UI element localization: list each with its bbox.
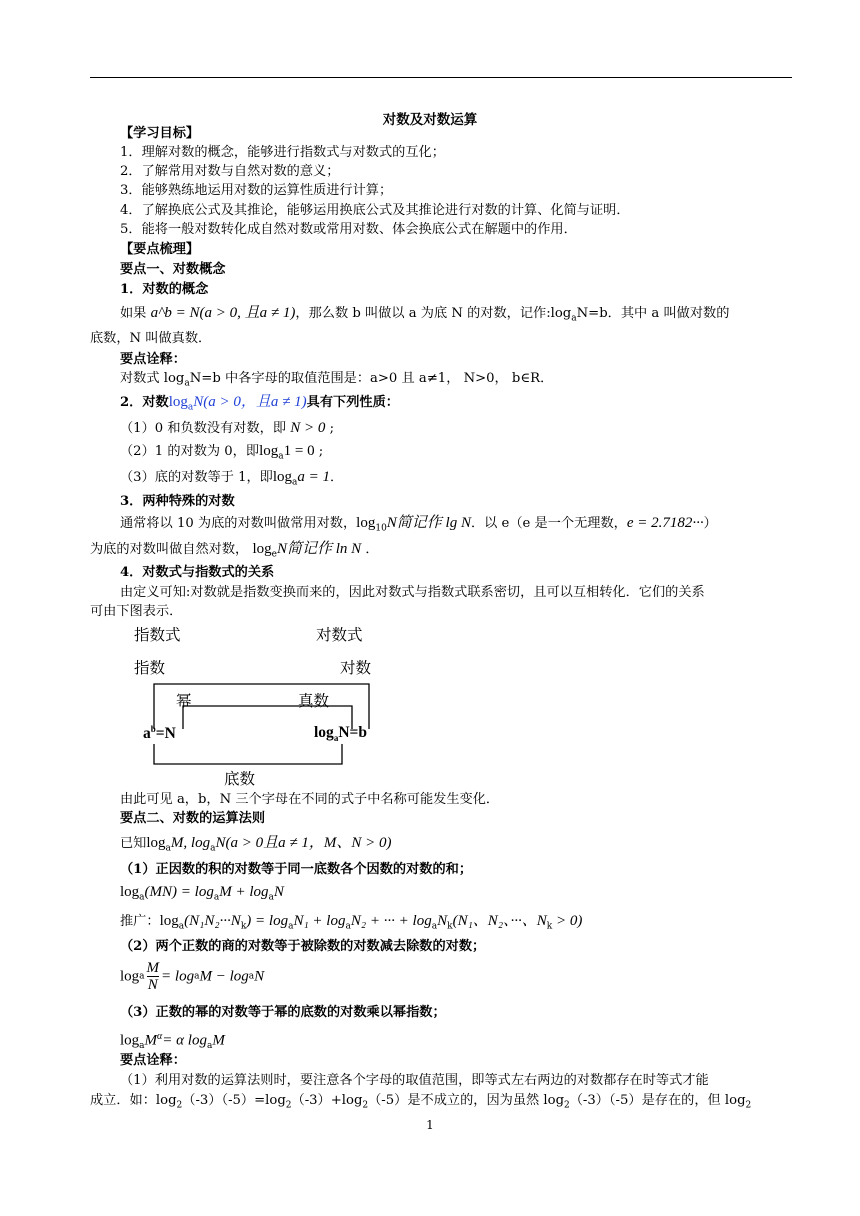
subsection-heading — [120, 393, 399, 417]
formula: a^b = N(a > 0, 且a ≠ 1) — [150, 305, 296, 321]
formula: (N₁N₂···N — [184, 913, 241, 929]
relation-text: 可由下图表示． — [90, 604, 183, 619]
antilog-label: 真数 — [298, 692, 330, 710]
text: N=b 中各字母的取值范围是：a>0 且 a≠1， N>0， b∈R． — [189, 371, 554, 386]
subscript: a — [194, 971, 200, 982]
subscript: a — [139, 971, 145, 982]
log-equation — [314, 724, 367, 743]
formula: log — [168, 394, 188, 410]
formula: a = 1 — [297, 469, 331, 485]
formula: N简记作 lg N — [386, 515, 471, 531]
formula: N简记作 ln N — [276, 541, 362, 557]
subscript: a — [213, 892, 220, 903]
subsection-heading: 1．对数的概念 — [120, 282, 209, 297]
diagram-conclusion: 由此可见 a，b，N 三个字母在不同的式子中名称可能发生变化． — [120, 792, 500, 807]
text: ，那么数 b 叫做以 a 为底 N 的对数，记作:log — [295, 306, 572, 321]
text: N=b．其中 a 叫做对数的 — [576, 306, 730, 321]
rule-heading: （1）正因数的积的对数等于同一底数各个因数的对数的和； — [120, 862, 473, 877]
formula: log — [272, 469, 293, 485]
definition-line — [120, 304, 729, 328]
text: （-5）是不成立的，因为虽然 log — [368, 1093, 565, 1108]
special-log-line: 为底的对数叫做自然对数， $\log_eN$简记作 ln N ． — [90, 541, 379, 560]
formula: log — [159, 913, 179, 929]
subscript: 2 — [362, 1100, 369, 1111]
subscript: a — [165, 843, 171, 854]
subscript: a — [184, 378, 190, 389]
text: log — [314, 724, 334, 741]
text: 为底的对数叫做自然对数， — [90, 542, 249, 557]
goals-heading: 【学习目标】 — [120, 126, 200, 141]
text: （-3）（-5）=log — [182, 1093, 286, 1108]
numerator: M — [146, 960, 160, 976]
given-line — [120, 834, 391, 858]
definition-continuation: 底数，N 叫做真数． — [90, 331, 212, 346]
subscript: 2 — [285, 1100, 292, 1111]
note-text: （1）利用对数的运算法则时，要注意各个字母的取值范围，即等式左右两边的对数都存在时等式才能 — [120, 1073, 709, 1088]
formula: M — [144, 1032, 158, 1049]
special-log-line — [120, 514, 717, 538]
formula: > 0) — [552, 913, 583, 929]
note-text — [120, 370, 553, 393]
rule-formula — [120, 960, 264, 993]
property-item: （2）1 的对数为 0，即$\log_a1 = 0$ ; — [120, 443, 324, 462]
formula: N > 0 — [290, 420, 326, 436]
superscript: α — [157, 1031, 163, 1042]
subscript: a — [139, 892, 145, 903]
exponent-equation — [143, 724, 176, 743]
property-item: （3）底的对数等于 1，即$\log_aa = 1$． — [120, 469, 344, 488]
formula: 1 = 0 — [283, 443, 315, 459]
formula: M — [212, 1032, 225, 1049]
section-heading: 要点二、对数的运算法则 — [120, 811, 266, 826]
subsection-heading: 3．两种特殊的对数 — [120, 494, 235, 509]
subscript: a — [187, 402, 194, 413]
exponent-log-diagram — [130, 622, 390, 788]
subscript: a — [268, 892, 274, 903]
denominator: N — [147, 977, 158, 993]
text: 通常将以 10 为底的对数叫做常用对数， — [120, 516, 357, 531]
text: （-3）（-5）是存在的，但 log — [569, 1093, 746, 1108]
formula: (N₁、N₂、···、N — [452, 913, 547, 929]
subscript: a — [292, 477, 298, 488]
formula: M, log — [170, 835, 211, 851]
text: =N — [155, 725, 176, 743]
subscript: a — [178, 921, 185, 932]
formula: N — [437, 913, 448, 929]
formula: log — [146, 835, 166, 851]
text: （2）1 的对数为 0，即 — [120, 444, 260, 459]
text: N=b — [338, 724, 367, 741]
formula: M + log — [219, 884, 269, 900]
subscript: a — [333, 733, 339, 744]
relation-text: 由定义可知:对数就是指数变换而来的，因此对数式与指数式联系密切，且可以互相转化．它们的关系 — [120, 585, 705, 600]
text: （1）0 和负数没有对数，即 — [120, 421, 287, 436]
formula: N(a > 0，且a ≠ 1) — [193, 394, 307, 410]
goal-item: 5．能将一般对数转化成自然对数或常用对数、体会换底公式在解题中的作用． — [120, 222, 577, 237]
subscript: 2 — [564, 1100, 570, 1111]
formula: N₂ + ··· + log — [350, 913, 432, 929]
subscript: a — [278, 451, 284, 462]
subscript: k — [240, 921, 247, 932]
text: （3）底的对数等于 1，即 — [120, 470, 273, 485]
note-heading: 要点诠释： — [120, 1053, 186, 1068]
formula: (MN) = log — [144, 884, 214, 900]
subscript: e — [271, 549, 277, 560]
log-form-label: 对数式 — [316, 626, 363, 644]
section-heading: 要点一、对数概念 — [120, 262, 226, 277]
goal-item: 3．能够熟练地运用对数的运算性质进行计算； — [120, 183, 393, 198]
goal-item: 4．了解换底公式及其推论，能够运用换底公式及其推论进行对数的计算、化简与证明． — [120, 203, 630, 218]
base-label: 底数 — [224, 770, 256, 788]
rule-heading: （3）正数的幂的对数等于幂的底数的对数乘以幂指数； — [120, 1005, 446, 1020]
points-heading: 【要点梳理】 — [120, 242, 200, 257]
text: a — [143, 725, 151, 743]
formula: log — [252, 541, 272, 557]
fraction — [147, 960, 160, 993]
formula: N — [254, 968, 265, 985]
subscript: k — [447, 921, 453, 932]
subscript: a — [288, 921, 294, 932]
text: 如果 — [120, 306, 147, 321]
subscript: a — [431, 921, 438, 932]
formula: log — [120, 968, 140, 985]
subscript: a — [210, 843, 216, 854]
text: 对数式 log — [120, 371, 185, 386]
diagram-lines — [130, 622, 390, 784]
formula: = α log — [162, 1032, 207, 1049]
formula: log — [120, 1032, 140, 1049]
header-rule — [90, 77, 792, 78]
formula: N₁ + log — [293, 913, 346, 929]
exponent-form-label: 指数式 — [134, 626, 181, 644]
subscript: 10 — [375, 523, 387, 534]
subscript: a — [248, 971, 255, 982]
exponent-label: 指数 — [134, 659, 166, 677]
page-number: 1 — [426, 1118, 434, 1132]
formula: = log — [161, 968, 195, 985]
text: （-3）+log — [291, 1093, 363, 1108]
formula: N — [273, 884, 284, 900]
page-title: 对数及对数运算 — [382, 112, 478, 128]
goal-item: 1．理解对数的概念，能够进行指数式与对数式的互化； — [120, 145, 445, 160]
subscript: k — [546, 921, 553, 932]
subscript: a — [345, 921, 351, 932]
logarithm-label: 对数 — [340, 659, 372, 677]
note-text — [90, 1092, 751, 1115]
text: ．以 e（e 是一个无理数， — [470, 516, 627, 531]
subscript: a — [139, 1041, 145, 1052]
formula: ) = log — [246, 913, 289, 929]
text: 2．对数 — [120, 395, 169, 410]
note-heading: 要点诠释： — [120, 352, 186, 367]
subscript: 2 — [176, 1100, 183, 1111]
text: 具有下列性质： — [306, 395, 399, 410]
formula: log — [120, 884, 140, 900]
goal-item: 2．了解常用对数与自然对数的意义； — [120, 164, 340, 179]
text: 已知 — [120, 836, 147, 851]
corollary-formula — [120, 912, 582, 936]
formula: e = 2.7182··· — [626, 515, 704, 531]
text: ） — [703, 516, 717, 531]
subsection-heading: 4．对数式与指数式的关系 — [120, 565, 275, 580]
rule-heading: （2）两个正数的商的对数等于被除数的对数减去除数的对数； — [120, 939, 486, 954]
superscript: b — [150, 724, 156, 734]
power-label: 幂 — [176, 692, 192, 710]
rule-formula — [120, 1028, 225, 1055]
formula: log — [259, 443, 279, 459]
formula: M − log — [199, 968, 249, 985]
subscript: 2 — [745, 1100, 752, 1111]
rule-formula — [120, 883, 284, 907]
formula: N(a > 0且a ≠ 1，M、N > 0) — [215, 835, 392, 851]
property-item: （1）0 和负数没有对数，即 N > 0 ; — [120, 420, 335, 436]
text: 推广： — [120, 914, 160, 929]
subscript: a — [571, 313, 577, 324]
subscript: a — [206, 1041, 213, 1052]
text: 成立．如：log — [90, 1093, 177, 1108]
formula: log — [356, 515, 376, 531]
